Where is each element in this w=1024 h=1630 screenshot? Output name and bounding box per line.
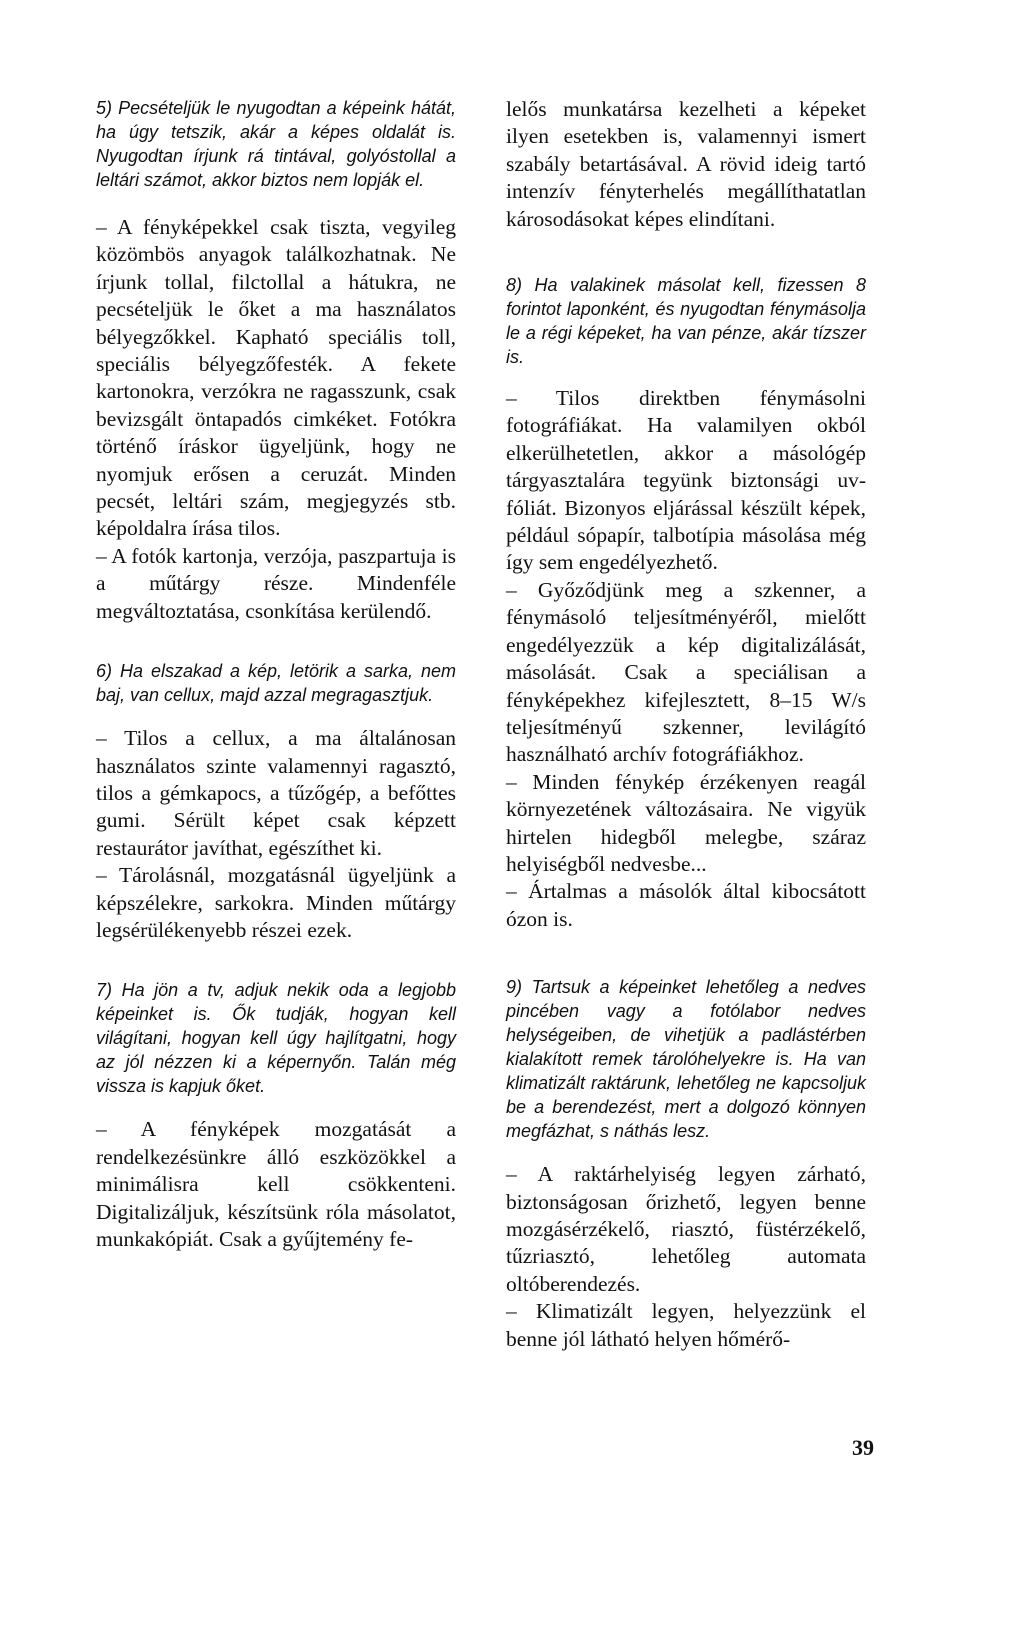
- advice-8d: – Ártalmas a másolók által kibocsátott ózon is.: [506, 879, 866, 931]
- misconception-9: 9) Tartsuk a képeinket lehetőleg a nedves pincében vagy a fotólabor nedves helységeiben, de vihetjük a padlástérben kialakított remek tárolóhelyekre is. Ha van klimatizált raktárunk, lehetőleg ne kapcsoljuk be a berendezést, mert a dolgozó könnyen megfázhat, s náthás lesz.: [506, 977, 866, 1142]
- misconception-8: 8) Ha valakinek másolat kell, fizessen 8 forintot laponként, és nyugodtan fénymásolja le a régi képeket, ha van pénze, akár tízszer is.: [506, 275, 866, 368]
- advice-6a: – Tilos a cellux, a ma általánosan használatos szinte valamennyi ragasztó, tilos a gémkapocs, a tűzőgép, a befőttes gumi. Sérült képet csak képzett restaurátor javíthat, egészíthet ki.: [96, 726, 456, 860]
- advice-7b: lelős munkatársa kezelheti a képeket ilyen esetekben is, valamennyi ismert szabály betartásával. A rövid ideig tartó intenzív fényterhelés megállíthatatlan károsodásokat képes elindítani.: [506, 97, 866, 231]
- advice-6b: – Tárolásnál, mozgatásnál ügyeljünk a képszélekre, sarkokra. Minden műtárgy legsérülékenyebb részei ezek.: [96, 863, 456, 942]
- advice-8c: – Minden fénykép érzékenyen reagál környezetének változásaira. Ne vigyük hirtelen hidegből melegbe, száraz helyiségből nedvesbe...: [506, 769, 866, 876]
- misconception-5: 5) Pecsételjük le nyugodtan a képeink hátát, ha úgy tetszik, akár a képes oldalát is. Nyugodtan írjunk rá tintával, golyóstollal a leltári számot, akkor biztos nem lopják el.: [96, 98, 456, 190]
- misconception-7: 7) Ha jön a tv, adjuk nekik oda a legjobb képeinket is. Ők tudják, hogyan kell világítani, hogyan kell úgy hajlítgatni, hogy az jól nézzen ki a képernyőn. Talán még vissza is kapjuk őket.: [96, 980, 456, 1097]
- advice-8a: – Tilos direktben fénymásolni fotográfiákat. Ha valamilyen okból elkerülhetetlen, akkor a másológép tárgyasztalára tegyünk biztonsági uv-fóliát. Bizonyos eljárással készült képek, például sópapír, talbotípia másolása még így sem engedélyezhető.: [506, 386, 866, 575]
- advice-5b: – A fotók kartonja, verzója, paszpartuja is a műtárgy része. Mindenféle megváltoztatása, csonkítása kerülendő.: [96, 543, 456, 623]
- right-column: [506, 96, 866, 1353]
- advice-9b: – Klimatizált legyen, helyezzünk el benne jól látható helyen hőmérő-: [506, 1299, 866, 1351]
- advice-7a: – A fényképek mozgatását a rendelkezésünkre álló eszközökkel a minimálisra kell csökkenteni. Digitalizáljuk, készítsünk róla másolatot, munkakópiát. Csak a gyűjtemény fe-: [96, 1117, 456, 1251]
- misconception-6: 6) Ha elszakad a kép, letörik a sarka, nem baj, van cellux, majd azzal megragasztjuk.: [96, 661, 456, 706]
- left-column: [96, 96, 456, 1253]
- advice-8b: – Győződjünk meg a szkenner, a fénymásoló teljesítményéről, mielőtt engedélyezzük a kép digitalizálását, másolását. Csak a speciálisan a fényképekhez kifejlesztett, 8–15 W/s teljesítményű szkenner, levilágító használható archív fotográfiákhoz.: [506, 577, 866, 767]
- page-number: 39: [852, 1435, 874, 1460]
- advice-9a: – A raktárhelyiség legyen zárható, biztonságosan őrizhető, legyen benne mozgásérzékelő, riasztó, füstérzékelő, tűzriasztó, lehetőleg automata oltóberendezés.: [506, 1162, 866, 1296]
- advice-5a: – A fényképekkel csak tiszta, vegyileg közömbös anyagok találkozhatnak. Ne írjunk tollal, filctollal a hátukra, ne pecsételjük le őket a ma használatos bélyegzőkkel. Kapható speciális toll, speciális bélyegzőfesték. A fekete kartonokra, verzókra ne ragasszunk, csak bevizsgált öntapadós cimkéket. Fotókra történő íráskor ügyeljünk, hogy ne nyomjuk erősen a ceruzát. Minden pecsét, leltári szám, megjegyzés stb. képoldalra írása tilos.: [96, 215, 456, 541]
